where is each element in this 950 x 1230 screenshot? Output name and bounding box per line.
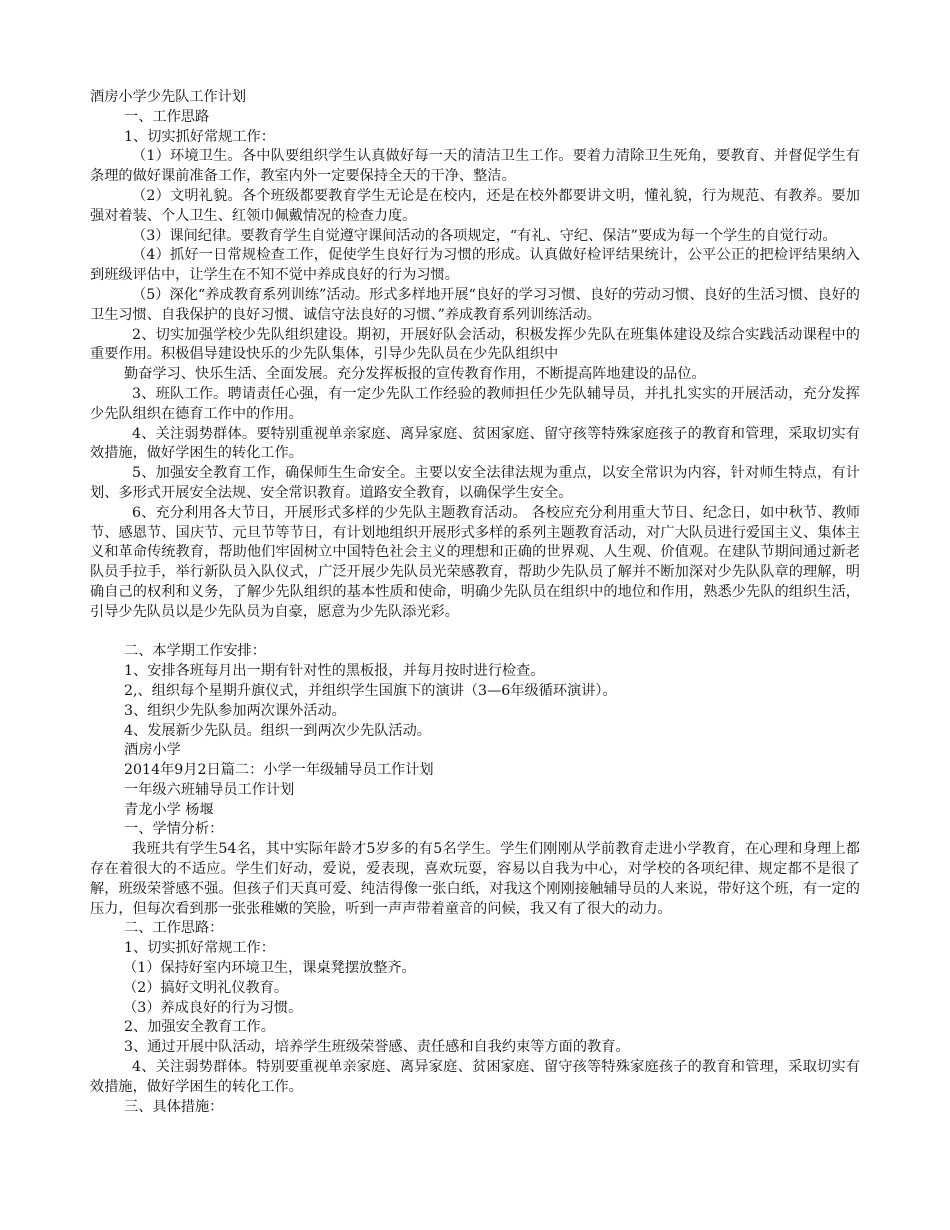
subheading-routine-work-2: 1、切实抓好常规工作： [124, 940, 275, 957]
school-signature: 酒房小学 [124, 742, 181, 759]
paragraph-vulnerable-groups-2: 4、关注弱势群体。特别要重视单亲家庭、离异家庭、贫困家庭、留守孩等特殊家庭孩子的教育和管理，采取切实有效措施，做好学困生的转化工作。 [90, 1059, 860, 1095]
second-document-title: 一年级六班辅导员工作计划 [124, 781, 295, 798]
document-page [90, 88, 860, 1117]
plan-item-flag-raising: 2,、组织每个星期升旗仪式，并组织学生国旗下的演讲（3—6年级循环演讲）。 [124, 682, 617, 699]
document-title: 酒房小学少先队工作计划 [90, 89, 247, 105]
paragraph-class-team-work: 3、班队工作。聘请责任心强，有一定少先队工作经验的教师担任少先队辅导员，并扎扎实实的开展活动，充分发挥少先队组织在德育工作中的作用。 [90, 385, 860, 422]
plan-item-blackboard: 1、安排各班每月出一期有针对性的黑板报，并每月按时进行检查。 [124, 663, 545, 680]
paragraph-spacer [90, 623, 860, 643]
section-heading-semester-plan: 二、本学期工作安排： [124, 643, 266, 660]
paragraph-squad-activities: 3、通过开展中队活动，培养学生班级荣誉感、责任感和自我约束等方面的教育。 [124, 1039, 630, 1056]
paragraph-safety-education: 5、加强安全教育工作，确保师生生命安全。主要以安全法律法规为重点，以安全常识为内容，针对师生特点，有计划、多形式开展安全法规、安全常识教育。道路安全教育，以确保学生安全。 [90, 465, 860, 501]
paragraph-habit-training: （5）深化“养成教育系列训练”活动。形式多样地开展“良好的学习习惯、良好的劳动习惯、良好的生活习惯、良好的卫生习惯、自我保护的良好习惯、诚信守法良好的习惯、”养成教育系列训练活动。 [90, 286, 860, 323]
author-line: 青龙小学 杨堰 [124, 801, 214, 818]
paragraph-festival-activities: 6、充分利用各大节日，开展形式多样的少先队主题教育活动。 各校应充分利用重大节日、纪念日，如中秋节、教师节、感恩节、国庆节、元旦节等节日，有计划地组织开展形式多样的系列主题教育活动，对广大队员进行爱国主义、集体主义和革命传统教育，帮助他们牢固树立中国特色社会主义的理想和正确的世界观、人生观、价值观。在建队节期间通过新老队员手拉手，举行新队员入队仪式，广泛开展少先队员光荣感教育，帮助少先队员了解并不断加深对少先队队章的理解，明确自己的权利和义务，了解少先队组织的基本性质和使命，明确少先队员在组织中的地位和作用，熟悉少先队的组织生活，引导少先队员以是少先队员为自豪，愿意为少先队添光彩。 [90, 504, 860, 620]
paragraph-student-analysis: 我班共有学生54名，其中实际年龄才5岁多的有5名学生。学生们刚刚从学前教育走进小学教育，在心理和身理上都存在着很大的不适应。学生们好动，爱说，爱表现，喜欢玩耍，容易以自我为中心，对学校的各项纪律、规定都不是很了解，班级荣誉感不强。但孩子们天真可爱、纯洁得像一张白纸，对我这个刚刚接触辅导员的人来说，带好这个班，有一定的压力，但每次看到那一张张稚嫩的笑脸，听到一声声带着童音的问候，我又有了很大的动力。 [90, 841, 860, 917]
paragraph-organization-building: 2、切实加强学校少先队组织建设。期初，开展好队会活动，积极发挥少先队在班集体建设及综合实践活动课程中的重要作用。积极倡导建设快乐的少先队集体，引导少先队员在少先队组织中 [90, 326, 860, 363]
plan-item-outdoor-activities: 3、组织少先队参加两次课外活动。 [124, 702, 346, 719]
paragraph-organization-building-cont: 勤奋学习、快乐生活、全面发展。充分发挥板报的宣传教育作用，不断提高阵地建设的品位。 [124, 366, 706, 383]
routine-item-classroom-hygiene: （1）保持好室内环境卫生，课桌凳摆放整齐。 [123, 960, 416, 977]
plan-item-new-members: 4、发展新少先队员。组织一到两次少先队活动。 [124, 722, 431, 739]
paragraph-recess-discipline: （3）课间纪律。要教育学生自觉遵守课间活动的各项规定，“有礼、守纪、保洁”要成为每一个学生的自觉行动。 [132, 227, 837, 244]
routine-item-etiquette: （2）搞好文明礼仪教育。 [123, 979, 289, 996]
paragraph-vulnerable-groups: 4、关注弱势群体。要特别重视单亲家庭、离异家庭、贫困家庭、留守孩等特殊家庭孩子的教育和管理，采取切实有效措施，做好学困生的转化工作。 [90, 425, 860, 462]
section-heading-student-analysis: 一、学情分析： [124, 821, 224, 838]
date-line: 2014年9月2日篇二：小学一年级辅导员工作计划 [124, 762, 434, 779]
section-heading-work-ideas: 一、工作思路 [124, 108, 210, 125]
routine-item-habits: （3）养成良好的行为习惯。 [123, 999, 303, 1016]
paragraph-environment-hygiene: （1）环境卫生。各中队要组织学生认真做好每一天的清洁卫生工作。要着力清除卫生死角，要教育、并督促学生有条理的做好课前准备工作，教室内外一定要保持全天的干净、整洁。 [90, 148, 860, 185]
paragraph-daily-inspection: （4）抓好一日常规检查工作，促使学生良好行为习惯的形成。认真做好检评结果统计，公平公正的把检评结果纳入到班级评估中，让学生在不知不觉中养成良好的行为习惯。 [90, 247, 860, 284]
paragraph-civility: （2）文明礼貌。各个班级都要教育学生无论是在校内，还是在校外都要讲文明，懂礼貌，行为规范、有教养。要加强对着装、个人卫生、红领巾佩戴情况的检查力度。 [90, 187, 860, 224]
section-heading-work-ideas-2: 二、工作思路： [124, 920, 224, 937]
section-heading-measures: 三、具体措施： [124, 1098, 224, 1115]
subheading-routine-work: 1、切实抓好常规工作： [124, 128, 275, 145]
paragraph-safety-2: 2、加强安全教育工作。 [124, 1019, 275, 1036]
